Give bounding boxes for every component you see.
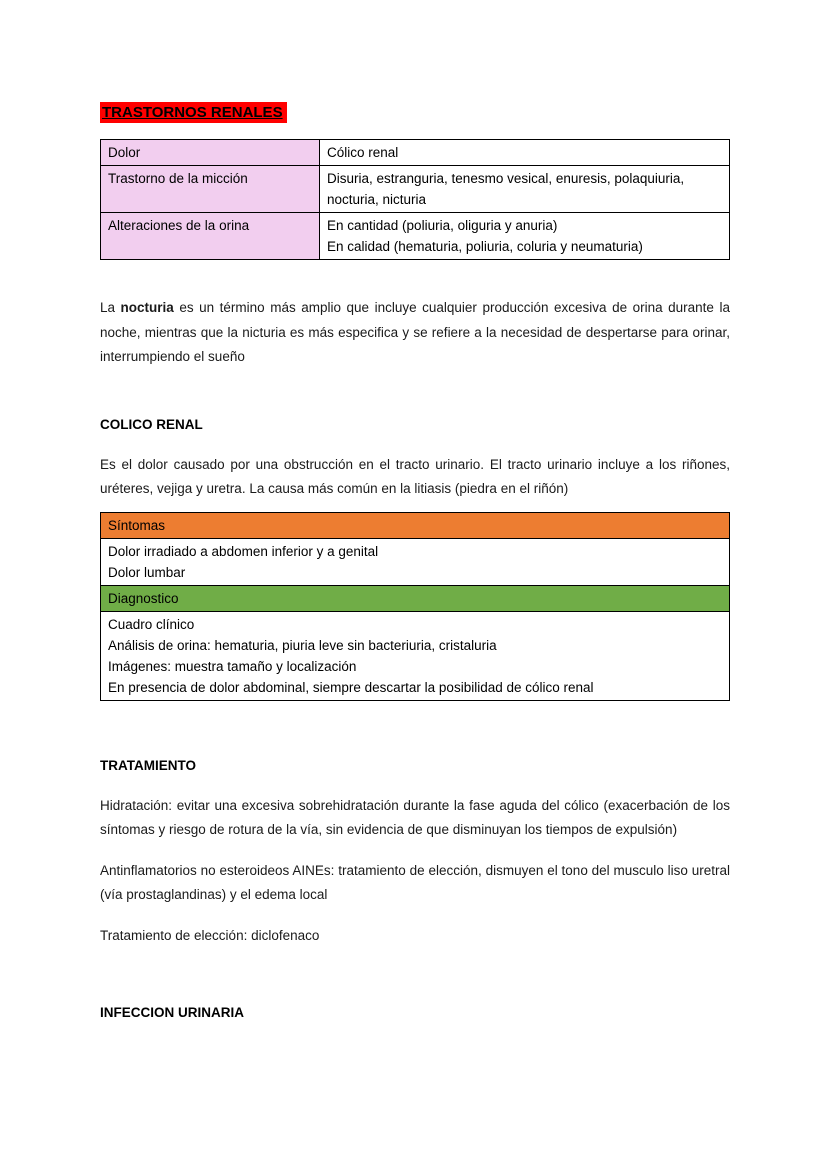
cell-line-2: En calidad (hematuria, poliuria, coluria y neumaturia) bbox=[327, 239, 643, 254]
heading-tratamiento: TRATAMIENTO bbox=[100, 757, 196, 773]
nocturia-paragraph bbox=[100, 296, 730, 370]
tratamiento-paragraph-eleccion: Tratamiento de elección: diclofenaco bbox=[100, 927, 320, 943]
sintoma-item: Dolor irradiado a abdomen inferior y a genital bbox=[108, 543, 379, 559]
tratamiento-paragraph-aines: Antinflamatorios no esteroideos AINEs: tratamiento de elección, dismuyen el tono del musculo liso uretral (vía prostaglandinas) y el edema local bbox=[100, 862, 730, 902]
table-cell-label: Trastorno de la micción bbox=[101, 166, 320, 213]
page-title bbox=[100, 101, 730, 124]
table-row-diagnostico-header bbox=[101, 585, 730, 611]
paragraph-bold-word: nocturia bbox=[120, 300, 174, 315]
table-cell-value: Disuria, estranguria, tenesmo vesical, enuresis, polaquiuria, nocturia, nicturia bbox=[320, 166, 730, 213]
table-cell-value: Cólico renal bbox=[320, 140, 730, 166]
table-cell-label: Dolor bbox=[101, 140, 320, 166]
page-title-highlight: TRASTORNOS RENALES bbox=[100, 102, 287, 123]
table-cell-value bbox=[320, 213, 730, 260]
table-cell-label: Alteraciones de la orina bbox=[101, 213, 320, 260]
colico-renal-intro-paragraph: Es el dolor causado por una obstrucción en el tracto urinario. El tracto urinario incluye a los riñones, uréteres, vejiga y uretra. La causa más común en la litiasis (piedra en el riñón) bbox=[100, 456, 730, 496]
table-row-orina bbox=[101, 213, 730, 260]
diagnostico-item: Imágenes: muestra tamaño y localización bbox=[108, 658, 357, 674]
sintomas-header-cell: Síntomas bbox=[101, 512, 730, 538]
heading-infeccion-urinaria: INFECCION URINARIA bbox=[100, 1005, 244, 1020]
table-row-sintomas-header bbox=[101, 512, 730, 538]
table-row-diagnostico-items bbox=[101, 611, 730, 700]
tratamiento-paragraph-hidratacion: Hidratación: evitar una excesiva sobrehidratación durante la fase aguda del cólico (exacerbación de los síntomas y riesgo de rotura de la vía, sin evidencia de que disminuyan los tiempos de expulsión) bbox=[100, 797, 730, 837]
diagnostico-item: Análisis de orina: hematuria, piuria leve sin bacteriuria, cristaluria bbox=[108, 637, 497, 653]
sintoma-item: Dolor lumbar bbox=[108, 564, 186, 580]
sintomas-items-cell bbox=[101, 538, 730, 585]
table-row-sintomas-items bbox=[101, 538, 730, 585]
diagnostico-item: Cuadro clínico bbox=[108, 616, 195, 632]
trastornos-renales-table bbox=[100, 139, 730, 260]
paragraph-text: es un término más amplio que incluye cualquier producción excesiva de orina durante la noche, mientras que la nicturia es más especifica y se refiere a la necesidad de despertarse para orinar, interrumpiendo el sueño bbox=[100, 300, 730, 364]
heading-colico-renal: COLICO RENAL bbox=[100, 416, 203, 432]
cell-line-1: En cantidad (poliuria, oliguria y anuria) bbox=[327, 218, 558, 233]
diagnostico-items-cell bbox=[101, 611, 730, 700]
paragraph-text: La bbox=[100, 300, 121, 315]
table-row-miccion bbox=[101, 166, 730, 213]
sintomas-diagnostico-table bbox=[100, 512, 730, 701]
diagnostico-header-cell: Diagnostico bbox=[101, 585, 730, 611]
diagnostico-item: En presencia de dolor abdominal, siempre descartar la posibilidad de cólico renal bbox=[108, 679, 594, 695]
table-row-dolor bbox=[101, 140, 730, 166]
